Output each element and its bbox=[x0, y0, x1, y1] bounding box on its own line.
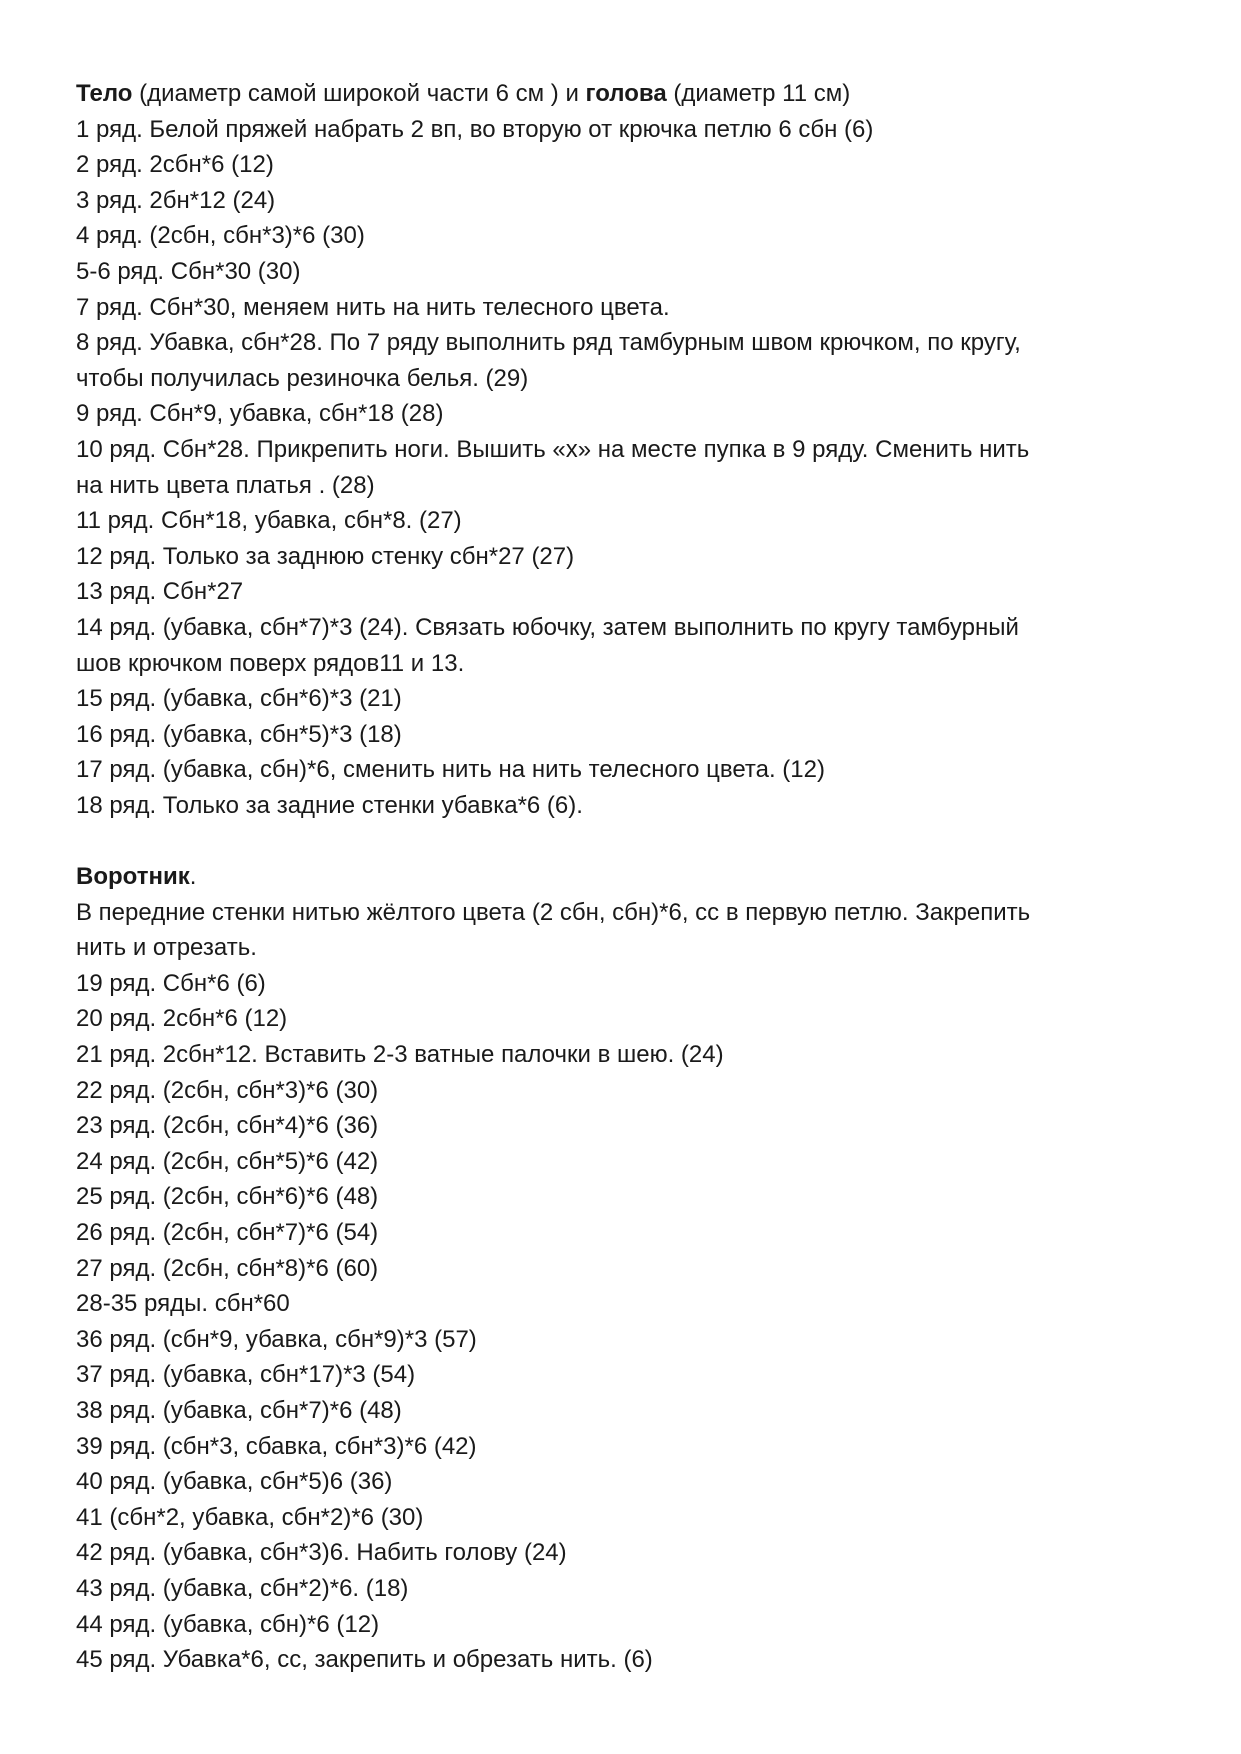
heading-head-bold: голова bbox=[585, 80, 667, 107]
body-line: на нить цвета платья . (28) bbox=[76, 471, 375, 499]
body-line: 4 ряд. (2сбн, сбн*3)*6 (30) bbox=[76, 222, 365, 250]
body-line: 17 ряд. (убавка, сбн)*6, сменить нить на нить телесного цвета. (12) bbox=[76, 756, 825, 784]
heading-collar-bold: Воротник bbox=[76, 863, 190, 891]
collar-line: В передние стенки нитью жёлтого цвета (2 сбн, сбн)*6, сс в первую петлю. Закрепить bbox=[76, 898, 1031, 926]
body-line: 18 ряд. Только за задние стенки убавка*6 (6). bbox=[76, 791, 583, 819]
collar-line: 21 ряд. 2сбн*12. Вставить 2-3 ватные палочки в шею. (24) bbox=[76, 1041, 724, 1069]
collar-line: 44 ряд. (убавка, сбн)*6 (12) bbox=[76, 1610, 380, 1638]
heading-body-bold: Тело bbox=[76, 80, 133, 107]
body-line: 14 ряд. (убавка, сбн*7)*3 (24). Связать юбочку, затем выполнить по кругу тамбурный bbox=[76, 613, 1019, 641]
body-section-heading bbox=[76, 76, 1176, 112]
collar-line: 36 ряд. (сбн*9, убавка, сбн*9)*3 (57) bbox=[76, 1325, 477, 1353]
body-line: 8 ряд. Убавка, сбн*28. По 7 ряду выполнить ряд тамбурным швом крючком, по кругу, bbox=[76, 329, 1021, 357]
collar-line: 39 ряд. (сбн*3, сбавка, сбн*3)*6 (42) bbox=[76, 1432, 477, 1460]
collar-line: нить и отрезать. bbox=[76, 934, 257, 962]
collar-line: 27 ряд. (2сбн, сбн*8)*6 (60) bbox=[76, 1254, 379, 1282]
body-line: 5-6 ряд. Сбн*30 (30) bbox=[76, 257, 301, 285]
collar-line: 23 ряд. (2сбн, сбн*4)*6 (36) bbox=[76, 1112, 379, 1140]
body-line: 12 ряд. Только за заднюю стенку сбн*27 (27) bbox=[76, 542, 575, 570]
body-line: 9 ряд. Сбн*9, убавка, сбн*18 (28) bbox=[76, 400, 444, 428]
collar-line: 25 ряд. (2сбн, сбн*6)*6 (48) bbox=[76, 1183, 379, 1211]
collar-line: 40 ряд. (убавка, сбн*5)6 (36) bbox=[76, 1468, 393, 1496]
collar-line: 38 ряд. (убавка, сбн*7)*6 (48) bbox=[76, 1396, 402, 1424]
body-line: 15 ряд. (убавка, сбн*6)*3 (21) bbox=[76, 685, 402, 713]
body-line: 11 ряд. Сбн*18, убавка, сбн*8. (27) bbox=[76, 507, 462, 535]
collar-section-lines bbox=[76, 895, 1176, 1678]
document-page bbox=[76, 76, 1176, 1678]
body-section-lines bbox=[76, 112, 1176, 824]
collar-line: 20 ряд. 2сбн*6 (12) bbox=[76, 1005, 288, 1033]
collar-line: 19 ряд. Сбн*6 (6) bbox=[76, 969, 266, 997]
heading-body-text: (диаметр самой широкой части 6 см ) и bbox=[132, 80, 586, 107]
collar-line: 45 ряд. Убавка*6, сс, закрепить и обрезать нить. (6) bbox=[76, 1646, 653, 1674]
collar-line: 24 ряд. (2сбн, сбн*5)*6 (42) bbox=[76, 1147, 379, 1175]
body-line: шов крючком поверх рядов11 и 13. bbox=[76, 649, 465, 677]
body-line: 16 ряд. (убавка, сбн*5)*3 (18) bbox=[76, 720, 402, 748]
body-line: 10 ряд. Сбн*28. Прикрепить ноги. Вышить «х» на месте пупка в 9 ряду. Сменить нить bbox=[76, 435, 1030, 463]
heading-collar-text: . bbox=[189, 863, 197, 891]
collar-line: 42 ряд. (убавка, сбн*3)6. Набить голову (24) bbox=[76, 1539, 567, 1567]
body-line: 13 ряд. Сбн*27 bbox=[76, 578, 244, 606]
body-line: 7 ряд. Сбн*30, меняем нить на нить телесного цвета. bbox=[76, 293, 670, 321]
heading-head-text: (диаметр 11 см) bbox=[666, 80, 851, 107]
body-line: чтобы получилась резиночка белья. (29) bbox=[76, 364, 529, 392]
section-gap bbox=[76, 823, 1176, 859]
collar-line: 28-35 ряды. сбн*60 bbox=[76, 1290, 290, 1318]
collar-line: 22 ряд. (2сбн, сбн*3)*6 (30) bbox=[76, 1076, 379, 1104]
collar-line: 26 ряд. (2сбн, сбн*7)*6 (54) bbox=[76, 1219, 379, 1246]
body-line: 2 ряд. 2сбн*6 (12) bbox=[76, 151, 274, 179]
collar-line: 41 (сбн*2, убавка, сбн*2)*6 (30) bbox=[76, 1503, 424, 1531]
collar-line: 43 ряд. (убавка, сбн*2)*6. (18) bbox=[76, 1574, 409, 1602]
collar-section-heading bbox=[76, 859, 1176, 895]
body-line: 1 ряд. Белой пряжей набрать 2 вп, во вторую от крючка петлю 6 сбн (6) bbox=[76, 115, 874, 143]
collar-line: 37 ряд. (убавка, сбн*17)*3 (54) bbox=[76, 1361, 416, 1389]
body-line: 3 ряд. 2бн*12 (24) bbox=[76, 186, 276, 214]
